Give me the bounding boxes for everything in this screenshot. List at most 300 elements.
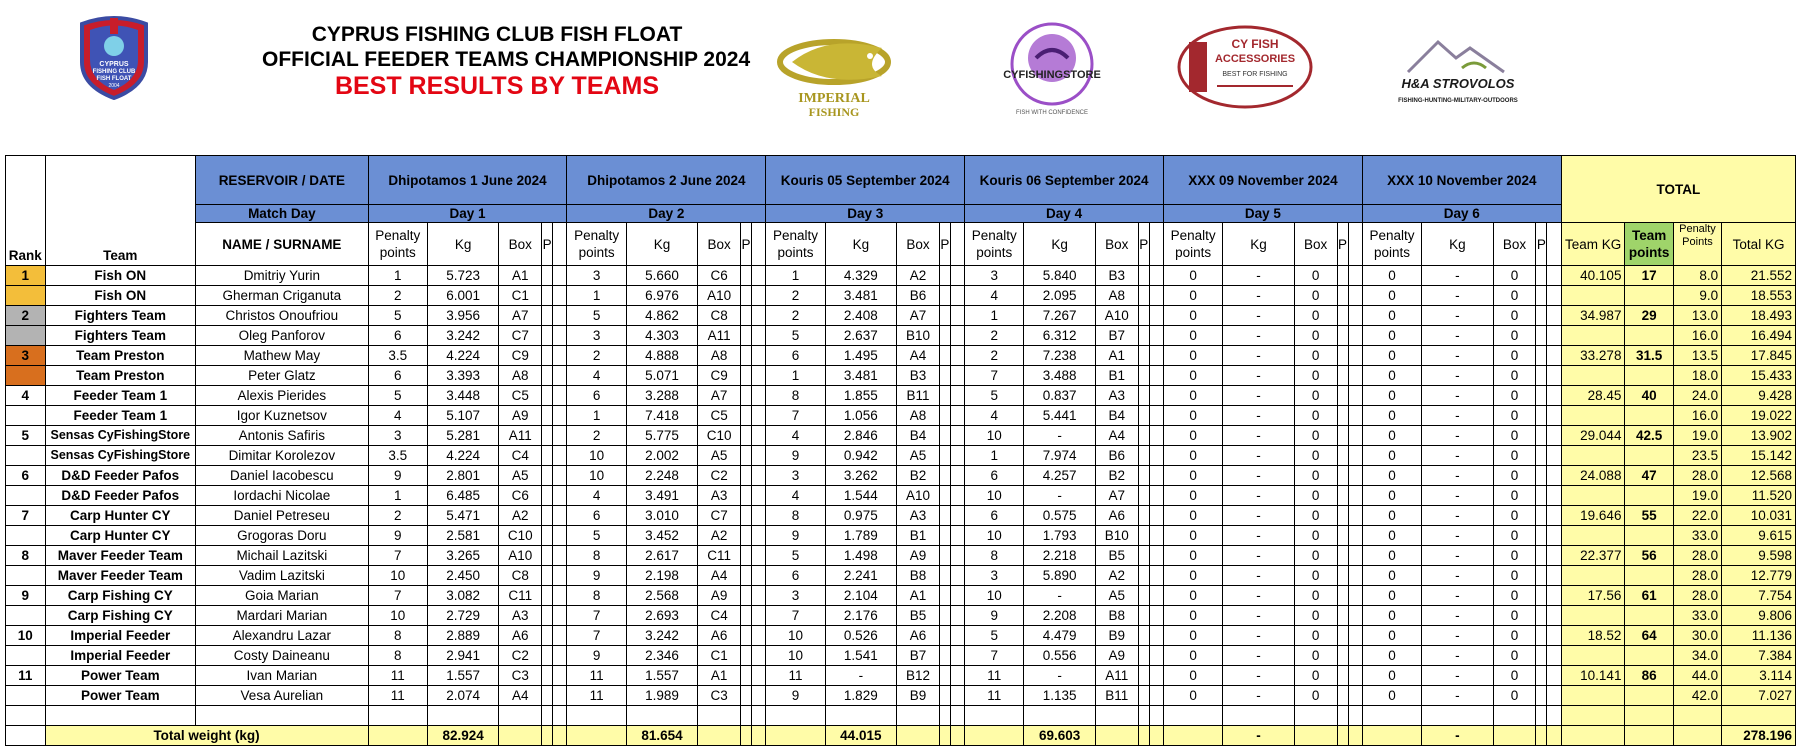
kg-cell: - xyxy=(1223,466,1294,486)
penalty-cell: 9 xyxy=(368,526,427,546)
p-cell xyxy=(1337,626,1348,646)
team-points-cell: 86 xyxy=(1625,666,1673,686)
penalty-cell: 11 xyxy=(368,686,427,706)
totals-blank xyxy=(1362,726,1421,746)
rank-cell xyxy=(6,686,46,706)
box-cell: A1 xyxy=(1095,346,1138,366)
penalty-cell: 8 xyxy=(567,586,626,606)
totals-day-kg: 82.924 xyxy=(427,726,498,746)
box-cell: 0 xyxy=(1294,646,1337,666)
venue-header: Kouris 05 September 2024 xyxy=(766,156,965,205)
penalty-cell: 0 xyxy=(1362,386,1421,406)
p-cell xyxy=(741,426,752,446)
blank-cell xyxy=(1149,266,1163,286)
kg-cell: - xyxy=(1422,506,1493,526)
blank-cell xyxy=(553,586,567,606)
p-cell xyxy=(1337,566,1348,586)
box-cell: C9 xyxy=(698,366,741,386)
p-cell xyxy=(741,406,752,426)
box-cell: A4 xyxy=(698,566,741,586)
blank-cell xyxy=(950,506,964,526)
totals-day-kg: 69.603 xyxy=(1024,726,1095,746)
team-cell: D&D Feeder Pafos xyxy=(45,466,196,486)
blank-header xyxy=(553,223,567,266)
table-row xyxy=(6,266,1796,286)
penalty-cell: 10 xyxy=(766,646,825,666)
team-cell: D&D Feeder Pafos xyxy=(45,486,196,506)
total-kg-cell: 11.520 xyxy=(1722,486,1796,506)
box-cell: B11 xyxy=(1095,686,1138,706)
p-cell xyxy=(939,646,950,666)
name-cell: Alexandru Lazar xyxy=(196,626,369,646)
p-cell xyxy=(1536,646,1547,666)
blank-cell xyxy=(752,346,766,366)
team-points-cell xyxy=(1625,526,1673,546)
blank-cell xyxy=(950,286,964,306)
blank-cell xyxy=(553,646,567,666)
penalty-cell: 6 xyxy=(766,346,825,366)
team-kg-cell: 18.52 xyxy=(1561,626,1625,646)
p-cell xyxy=(1337,286,1348,306)
p-cell xyxy=(1337,426,1348,446)
blank-cell xyxy=(553,626,567,646)
kg-cell: 2.002 xyxy=(626,446,697,466)
blank-cell xyxy=(752,406,766,426)
p-cell xyxy=(1337,546,1348,566)
blank-cell xyxy=(1149,406,1163,426)
penalty-points-total-cell: 28.0 xyxy=(1673,466,1721,486)
kg-cell: 2.408 xyxy=(825,306,896,326)
box-cell: C6 xyxy=(698,266,741,286)
totals-day-kg: - xyxy=(1422,726,1493,746)
blank-cell xyxy=(1149,486,1163,506)
blank-cell xyxy=(752,586,766,606)
blank-cell xyxy=(752,686,766,706)
blank-cell xyxy=(752,506,766,526)
box-cell: C4 xyxy=(698,606,741,626)
p-cell xyxy=(542,586,553,606)
penalty-points-total-header: Penalty Points xyxy=(1673,223,1721,266)
box-cell: A5 xyxy=(1095,586,1138,606)
kg-cell: - xyxy=(1024,666,1095,686)
box-cell: 0 xyxy=(1294,406,1337,426)
kg-cell: - xyxy=(1422,406,1493,426)
name-cell: Igor Kuznetsov xyxy=(196,406,369,426)
kg-header: Kg xyxy=(626,223,697,266)
kg-cell: - xyxy=(1422,666,1493,686)
p-cell xyxy=(1337,446,1348,466)
p-cell xyxy=(939,606,950,626)
box-cell: B2 xyxy=(897,466,940,486)
rank-cell xyxy=(6,606,46,626)
box-cell: A10 xyxy=(1095,306,1138,326)
p-cell xyxy=(1138,566,1149,586)
blank-cell xyxy=(1149,386,1163,406)
box-cell: 0 xyxy=(1493,286,1536,306)
kg-cell: - xyxy=(1223,646,1294,666)
team-cell: Carp Hunter CY xyxy=(45,506,196,526)
team-cell: Power Team xyxy=(45,666,196,686)
table-row xyxy=(6,346,1796,366)
table-row xyxy=(6,306,1796,326)
p-cell xyxy=(542,606,553,626)
penalty-cell: 1 xyxy=(766,366,825,386)
empty-cell xyxy=(766,706,825,726)
box-cell: C5 xyxy=(499,386,542,406)
box-cell: B4 xyxy=(1095,406,1138,426)
day-header: Day 2 xyxy=(567,205,766,223)
blank-cell xyxy=(553,546,567,566)
box-cell: 0 xyxy=(1493,406,1536,426)
p-cell xyxy=(939,446,950,466)
penalty-cell: 8 xyxy=(965,546,1024,566)
penalty-cell: 0 xyxy=(1362,466,1421,486)
penalty-cell: 11 xyxy=(368,666,427,686)
blank-cell xyxy=(1149,426,1163,446)
team-cell: Fighters Team xyxy=(45,306,196,326)
blank-cell xyxy=(553,506,567,526)
venue-header: Kouris 06 September 2024 xyxy=(965,156,1164,205)
penalty-cell: 0 xyxy=(1163,566,1222,586)
penalty-cell: 0 xyxy=(1163,346,1222,366)
penalty-cell: 5 xyxy=(965,626,1024,646)
total-kg-cell: 12.779 xyxy=(1722,566,1796,586)
kg-cell: - xyxy=(1422,546,1493,566)
p-cell xyxy=(1138,326,1149,346)
box-cell: B5 xyxy=(897,606,940,626)
team-kg-cell: 10.141 xyxy=(1561,666,1625,686)
kg-cell: 5.281 xyxy=(427,426,498,446)
rank-cell: 4 xyxy=(6,386,46,406)
penalty-points-total-cell: 28.0 xyxy=(1673,586,1721,606)
blank-cell xyxy=(1348,406,1362,426)
team-cell: Carp Fishing CY xyxy=(45,586,196,606)
totals-blank xyxy=(1337,726,1348,746)
totals-blank xyxy=(542,726,553,746)
rank-cell xyxy=(6,646,46,666)
blank-cell xyxy=(1547,566,1561,586)
kg-cell: 1.557 xyxy=(626,666,697,686)
p-cell xyxy=(939,286,950,306)
empty-cell xyxy=(897,706,940,726)
kg-header: Kg xyxy=(1223,223,1294,266)
penalty-cell: 0 xyxy=(1163,486,1222,506)
name-cell: Iordachi Nicolae xyxy=(196,486,369,506)
kg-cell: 2.218 xyxy=(1024,546,1095,566)
penalty-cell: 5 xyxy=(766,326,825,346)
kg-cell: 7.238 xyxy=(1024,346,1095,366)
p-cell xyxy=(741,386,752,406)
penalty-cell: 3 xyxy=(567,266,626,286)
penalty-cell: 3 xyxy=(965,566,1024,586)
box-cell: 0 xyxy=(1493,506,1536,526)
club-logo-text-4: 2004 xyxy=(108,83,120,89)
box-cell: A6 xyxy=(698,626,741,646)
rank-cell: 6 xyxy=(6,466,46,486)
penalty-cell: 8 xyxy=(567,546,626,566)
p-cell xyxy=(1536,306,1547,326)
blank-cell xyxy=(1149,306,1163,326)
day-header: Day 4 xyxy=(965,205,1164,223)
p-cell xyxy=(542,386,553,406)
p-cell xyxy=(939,306,950,326)
p-cell xyxy=(939,426,950,446)
penalty-cell: 0 xyxy=(1362,406,1421,426)
totals-blank xyxy=(1348,726,1362,746)
blank-cell xyxy=(1149,586,1163,606)
name-cell: Daniel Petreseu xyxy=(196,506,369,526)
header-row-days xyxy=(6,205,1796,223)
blank-cell xyxy=(950,566,964,586)
blank-cell xyxy=(1348,386,1362,406)
team-kg-cell xyxy=(1561,646,1625,666)
kg-cell: 2.889 xyxy=(427,626,498,646)
totals-blank xyxy=(1163,726,1222,746)
kg-cell: - xyxy=(1223,506,1294,526)
box-cell: B3 xyxy=(1095,266,1138,286)
team-kg-cell xyxy=(1561,486,1625,506)
team-kg-cell: 34.987 xyxy=(1561,306,1625,326)
cyfishingstore-logo-text: CYFISHINGSTORE xyxy=(1003,69,1101,81)
blank-cell xyxy=(553,666,567,686)
total-kg-header: Total KG xyxy=(1722,223,1796,266)
rank-cell xyxy=(6,326,46,346)
blank-cell xyxy=(1348,486,1362,506)
box-cell: A9 xyxy=(499,406,542,426)
team-cell: Team Preston xyxy=(45,346,196,366)
kg-cell: 2.095 xyxy=(1024,286,1095,306)
title-line-3: BEST RESULTS BY TEAMS xyxy=(334,72,660,100)
p-cell xyxy=(1138,486,1149,506)
p-cell xyxy=(939,386,950,406)
box-cell: C10 xyxy=(499,526,542,546)
blank-cell xyxy=(1348,506,1362,526)
penalty-cell: 3 xyxy=(368,426,427,446)
kg-cell: 2.581 xyxy=(427,526,498,546)
kg-header: Kg xyxy=(1024,223,1095,266)
empty-cell xyxy=(1422,706,1493,726)
penalty-cell: 1 xyxy=(965,306,1024,326)
p-cell xyxy=(1138,506,1149,526)
kg-cell: 1.557 xyxy=(427,666,498,686)
totals-blank xyxy=(939,726,950,746)
blank-cell xyxy=(950,326,964,346)
empty-cell xyxy=(825,706,896,726)
box-cell: A2 xyxy=(897,266,940,286)
penalty-cell: 0 xyxy=(1163,546,1222,566)
blank-cell xyxy=(1547,626,1561,646)
p-cell xyxy=(741,366,752,386)
cyfish-accessories-logo xyxy=(1175,22,1315,112)
p-cell xyxy=(1337,266,1348,286)
p-cell xyxy=(1337,386,1348,406)
penalty-cell: 9 xyxy=(766,446,825,466)
p-cell xyxy=(1536,666,1547,686)
penalty-cell: 3 xyxy=(766,466,825,486)
box-cell: C3 xyxy=(698,686,741,706)
totals-blank xyxy=(553,726,567,746)
box-cell: 0 xyxy=(1493,306,1536,326)
p-cell xyxy=(1337,666,1348,686)
box-cell: 0 xyxy=(1294,286,1337,306)
box-cell: A4 xyxy=(897,346,940,366)
kg-cell: 5.890 xyxy=(1024,566,1095,586)
kg-cell: 3.242 xyxy=(427,326,498,346)
p-cell xyxy=(939,586,950,606)
table-row xyxy=(6,526,1796,546)
name-cell: Mardari Marian xyxy=(196,606,369,626)
rank-cell: 5 xyxy=(6,426,46,446)
totals-blank xyxy=(1625,726,1673,746)
totals-blank xyxy=(766,726,825,746)
kg-cell: 1.544 xyxy=(825,486,896,506)
box-cell: 0 xyxy=(1294,606,1337,626)
box-header: Box xyxy=(1294,223,1337,266)
name-header: NAME / SURNAME xyxy=(196,223,369,266)
box-cell: C5 xyxy=(698,406,741,426)
kg-cell: - xyxy=(1223,526,1294,546)
box-cell: 0 xyxy=(1493,346,1536,366)
penalty-cell: 7 xyxy=(965,646,1024,666)
penalty-cell: 0 xyxy=(1163,666,1222,686)
empty-cell xyxy=(1493,706,1536,726)
empty-cell xyxy=(1722,706,1796,726)
p-cell xyxy=(542,426,553,446)
totals-blank xyxy=(1095,726,1138,746)
penalty-points-total-cell: 28.0 xyxy=(1673,546,1721,566)
blank-cell xyxy=(752,486,766,506)
blank-cell xyxy=(1547,466,1561,486)
name-cell: Dimitar Korolezov xyxy=(196,446,369,466)
penalty-cell: 0 xyxy=(1163,526,1222,546)
p-cell xyxy=(741,326,752,346)
blank-cell xyxy=(950,526,964,546)
kg-cell: - xyxy=(1422,566,1493,586)
blank-cell xyxy=(950,406,964,426)
blank-cell xyxy=(1149,686,1163,706)
penalty-cell: 0 xyxy=(1163,466,1222,486)
penalty-cell: 2 xyxy=(766,306,825,326)
kg-cell: 1.829 xyxy=(825,686,896,706)
penalty-cell: 1 xyxy=(567,406,626,426)
p-cell xyxy=(1536,546,1547,566)
kg-cell: 1.989 xyxy=(626,686,697,706)
kg-cell: - xyxy=(1223,606,1294,626)
team-kg-cell: 28.45 xyxy=(1561,386,1625,406)
box-cell: C7 xyxy=(499,326,542,346)
team-cell: Imperial Feeder xyxy=(45,626,196,646)
table-row xyxy=(6,566,1796,586)
team-kg-cell: 17.56 xyxy=(1561,586,1625,606)
blank-cell xyxy=(1547,366,1561,386)
venue-header: XXX 10 November 2024 xyxy=(1362,156,1561,205)
rank-cell xyxy=(6,526,46,546)
penalty-cell: 9 xyxy=(965,606,1024,626)
box-cell: A6 xyxy=(499,626,542,646)
p-cell xyxy=(542,526,553,546)
p-cell xyxy=(1337,306,1348,326)
penalty-cell: 10 xyxy=(368,606,427,626)
p-cell xyxy=(939,326,950,346)
blank-header xyxy=(1149,223,1163,266)
penalty-cell: 10 xyxy=(965,486,1024,506)
blank-cell xyxy=(752,526,766,546)
totals-day-kg: - xyxy=(1223,726,1294,746)
table-row xyxy=(6,466,1796,486)
kg-cell: - xyxy=(1223,546,1294,566)
team-kg-cell xyxy=(1561,606,1625,626)
kg-cell: 3.448 xyxy=(427,386,498,406)
blank-cell xyxy=(553,426,567,446)
kg-cell: 2.729 xyxy=(427,606,498,626)
penalty-points-total-cell: 18.0 xyxy=(1673,366,1721,386)
p-cell xyxy=(741,446,752,466)
blank-cell xyxy=(950,646,964,666)
blank-cell xyxy=(1547,486,1561,506)
box-cell: 0 xyxy=(1294,426,1337,446)
p-cell xyxy=(1138,666,1149,686)
p-cell xyxy=(542,686,553,706)
kg-cell: - xyxy=(1422,586,1493,606)
rank-cell xyxy=(6,486,46,506)
team-kg-cell xyxy=(1561,446,1625,466)
team-points-cell xyxy=(1625,286,1673,306)
box-cell: 0 xyxy=(1294,586,1337,606)
penalty-cell: 0 xyxy=(1163,366,1222,386)
box-cell: B10 xyxy=(897,326,940,346)
imperial-fishing-logo xyxy=(772,22,896,120)
penalty-points-total-cell: 8.0 xyxy=(1673,266,1721,286)
box-cell: A9 xyxy=(698,586,741,606)
box-cell: A3 xyxy=(499,606,542,626)
matchday-header: Match Day xyxy=(196,205,369,223)
box-cell: 0 xyxy=(1294,446,1337,466)
totals-blank xyxy=(1138,726,1149,746)
box-cell: A8 xyxy=(698,346,741,366)
team-points-cell: 55 xyxy=(1625,506,1673,526)
box-cell: 0 xyxy=(1294,666,1337,686)
p-cell xyxy=(1536,326,1547,346)
rank-cell: 3 xyxy=(6,346,46,366)
blank-cell xyxy=(1348,666,1362,686)
table-row xyxy=(6,546,1796,566)
blank-cell xyxy=(1149,606,1163,626)
kg-cell: 3.262 xyxy=(825,466,896,486)
p-cell xyxy=(1536,366,1547,386)
p-cell xyxy=(741,266,752,286)
box-cell: 0 xyxy=(1493,566,1536,586)
page-header xyxy=(0,0,1800,150)
blank-cell xyxy=(553,266,567,286)
p-cell xyxy=(1337,466,1348,486)
box-cell: C8 xyxy=(499,566,542,586)
box-cell: A2 xyxy=(698,526,741,546)
team-cell: Maver Feeder Team xyxy=(45,546,196,566)
blank-header xyxy=(752,223,766,266)
results-table xyxy=(5,155,1796,746)
kg-cell: - xyxy=(1422,466,1493,486)
kg-cell: - xyxy=(1422,426,1493,446)
penalty-cell: 7 xyxy=(965,366,1024,386)
p-cell xyxy=(1138,686,1149,706)
penalty-points-total-cell: 30.0 xyxy=(1673,626,1721,646)
box-cell: B1 xyxy=(897,526,940,546)
box-cell: B2 xyxy=(1095,466,1138,486)
blank-cell xyxy=(1547,266,1561,286)
blank-cell xyxy=(1149,646,1163,666)
blank-cell xyxy=(950,626,964,646)
blank-cell xyxy=(1348,266,1362,286)
